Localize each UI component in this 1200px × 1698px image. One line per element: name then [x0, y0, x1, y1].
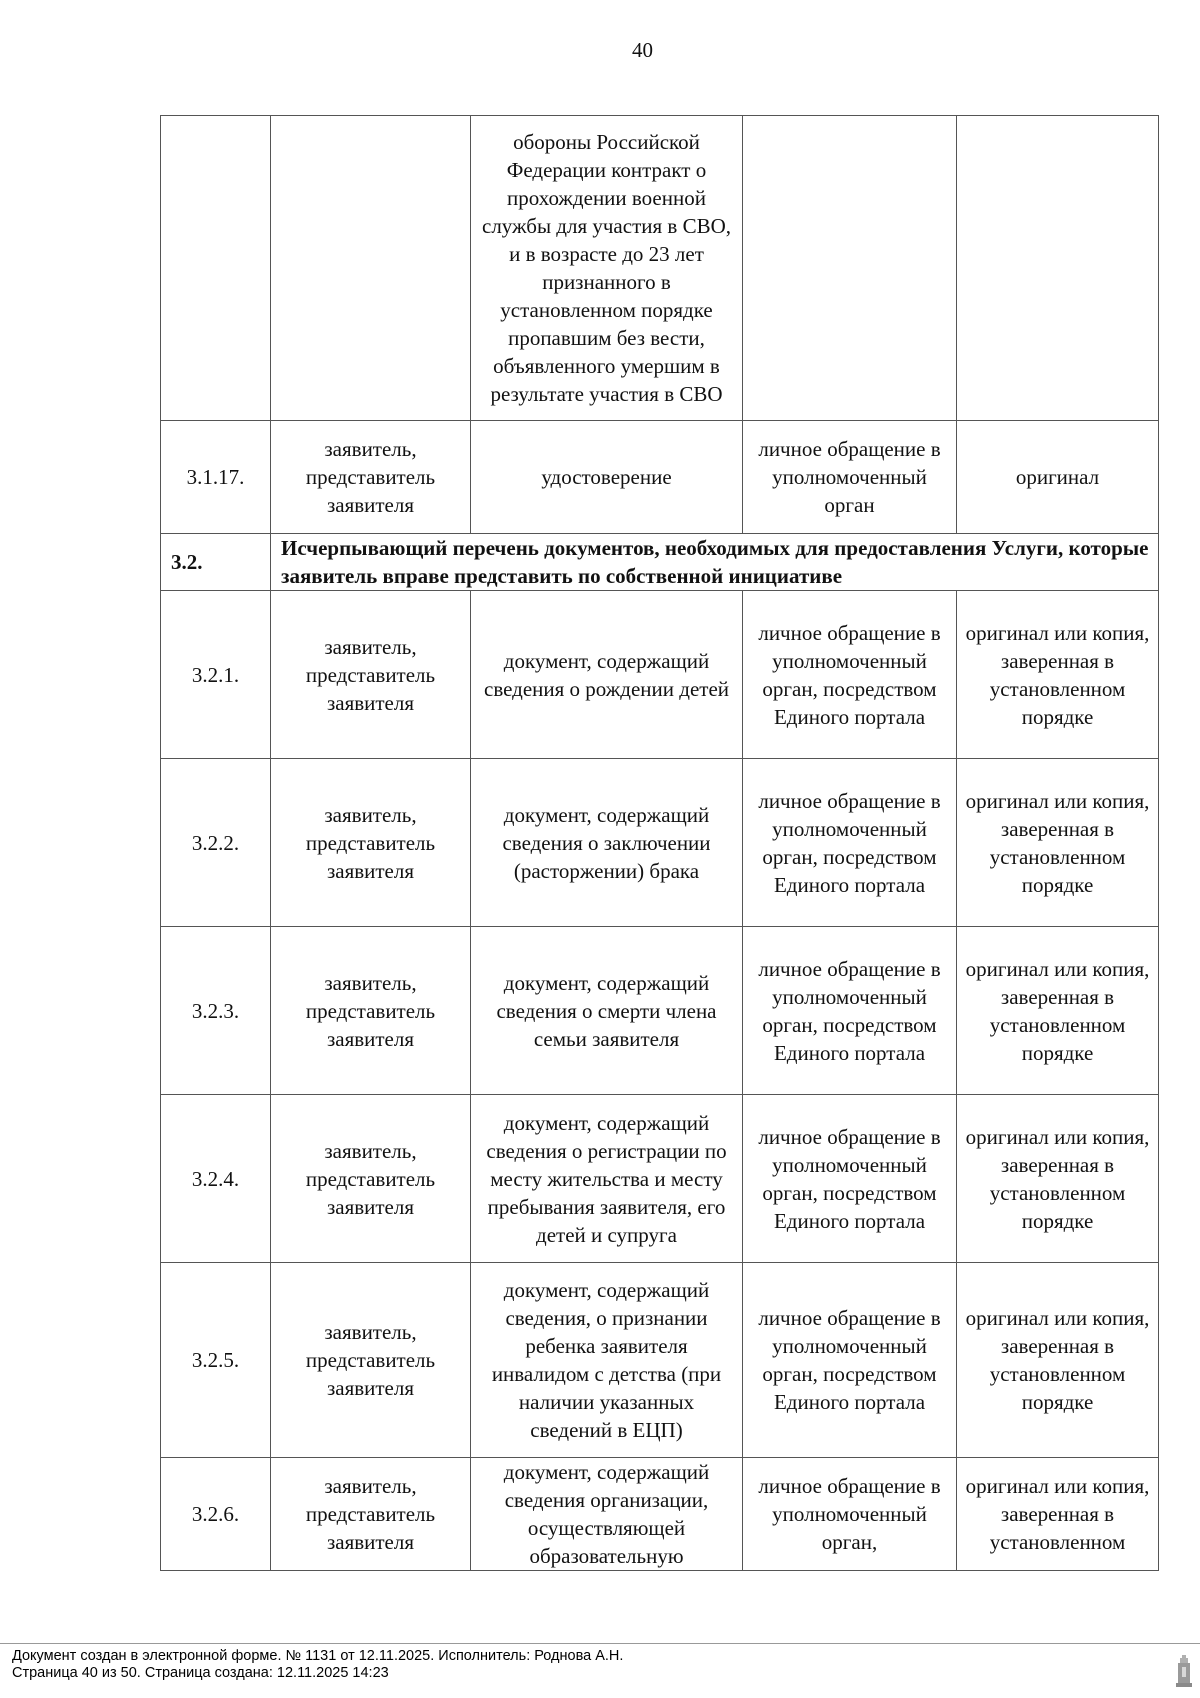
document-cell: документ, содержащий сведения о рождении детей — [471, 591, 743, 759]
section-row — [161, 534, 1159, 591]
form-cell: оригинал или копия, заверенная в установленном — [957, 1458, 1159, 1571]
table-row — [161, 421, 1159, 534]
row-number: 3.2.1. — [161, 591, 271, 759]
cell-empty — [957, 116, 1159, 421]
page-number: 40 — [632, 38, 653, 62]
table-row-continuation — [161, 116, 1159, 421]
method-cell: личное обращение в уполномоченный орган, — [743, 1458, 957, 1571]
method-cell: личное обращение в уполномоченный орган — [743, 421, 957, 534]
table-row — [161, 1095, 1159, 1263]
table-row — [161, 1263, 1159, 1458]
table-row — [161, 591, 1159, 759]
footer-line-2: Страница 40 из 50. Страница создана: 12.11.2025 14:23 — [12, 1665, 389, 1681]
form-cell: оригинал или копия, заверенная в установленном порядке — [957, 759, 1159, 927]
row-number: 3.2.5. — [161, 1263, 271, 1458]
footer-line-1: Документ создан в электронной форме. № 1131 от 12.11.2025. Исполнитель: Роднова А.Н. — [12, 1648, 624, 1664]
method-cell: личное обращение в уполномоченный орган, посредством Единого портала — [743, 1263, 957, 1458]
table-row — [161, 927, 1159, 1095]
document-cell: удостоверение — [471, 421, 743, 534]
document-footer — [12, 1648, 623, 1682]
method-cell: личное обращение в уполномоченный орган, посредством Единого портала — [743, 759, 957, 927]
document-cell: документ, содержащий сведения о регистрации по месту жительства и месту пребывания заявителя, его детей и супруга — [471, 1095, 743, 1263]
coat-of-arms-icon — [1174, 1655, 1194, 1689]
row-number: 3.2.4. — [161, 1095, 271, 1263]
section-title: Исчерпывающий перечень документов, необходимых для предоставления Услуги, которые заявитель вправе представить по собственной инициативе — [271, 534, 1159, 591]
applicant-cell: заявитель, представитель заявителя — [271, 1263, 471, 1458]
form-cell: оригинал или копия, заверенная в установленном порядке — [957, 1095, 1159, 1263]
row-number: 3.2.6. — [161, 1458, 271, 1571]
row-number: 3.1.17. — [161, 421, 271, 534]
method-cell: личное обращение в уполномоченный орган, посредством Единого портала — [743, 927, 957, 1095]
section-number: 3.2. — [161, 534, 271, 591]
row-number: 3.2.3. — [161, 927, 271, 1095]
form-cell: оригинал или копия, заверенная в установленном порядке — [957, 927, 1159, 1095]
document-cell: документ, содержащий сведения, о признании ребенка заявителя инвалидом с детства (при наличии указанных сведений в ЕЦП) — [471, 1263, 743, 1458]
applicant-cell: заявитель, представитель заявителя — [271, 927, 471, 1095]
form-cell: оригинал — [957, 421, 1159, 534]
document-cell: документ, содержащий сведения организации, осуществляющей образовательную — [471, 1458, 743, 1571]
applicant-cell: заявитель, представитель заявителя — [271, 1095, 471, 1263]
form-cell: оригинал или копия, заверенная в установленном порядке — [957, 1263, 1159, 1458]
method-cell: личное обращение в уполномоченный орган, посредством Единого портала — [743, 1095, 957, 1263]
table-row — [161, 1458, 1159, 1571]
document-cell: документ, содержащий сведения о заключении (расторжении) брака — [471, 759, 743, 927]
applicant-cell: заявитель, представитель заявителя — [271, 421, 471, 534]
applicant-cell: заявитель, представитель заявителя — [271, 1458, 471, 1571]
cell-empty — [161, 116, 271, 421]
method-cell: личное обращение в уполномоченный орган, посредством Единого портала — [743, 591, 957, 759]
footer-divider — [0, 1643, 1200, 1644]
cell-empty — [743, 116, 957, 421]
documents-table — [160, 115, 1159, 1571]
continuation-text: обороны Российской Федерации контракт о прохождении военной службы для участия в СВО, и в возрасте до 23 лет признанного в установленном порядке пропавшим без вести, объявленного умершим в результате участия в СВО — [471, 116, 743, 421]
document-cell: документ, содержащий сведения о смерти члена семьи заявителя — [471, 927, 743, 1095]
row-number: 3.2.2. — [161, 759, 271, 927]
form-cell: оригинал или копия, заверенная в установленном порядке — [957, 591, 1159, 759]
applicant-cell: заявитель, представитель заявителя — [271, 591, 471, 759]
applicant-cell: заявитель, представитель заявителя — [271, 759, 471, 927]
table-row — [161, 759, 1159, 927]
cell-empty — [271, 116, 471, 421]
